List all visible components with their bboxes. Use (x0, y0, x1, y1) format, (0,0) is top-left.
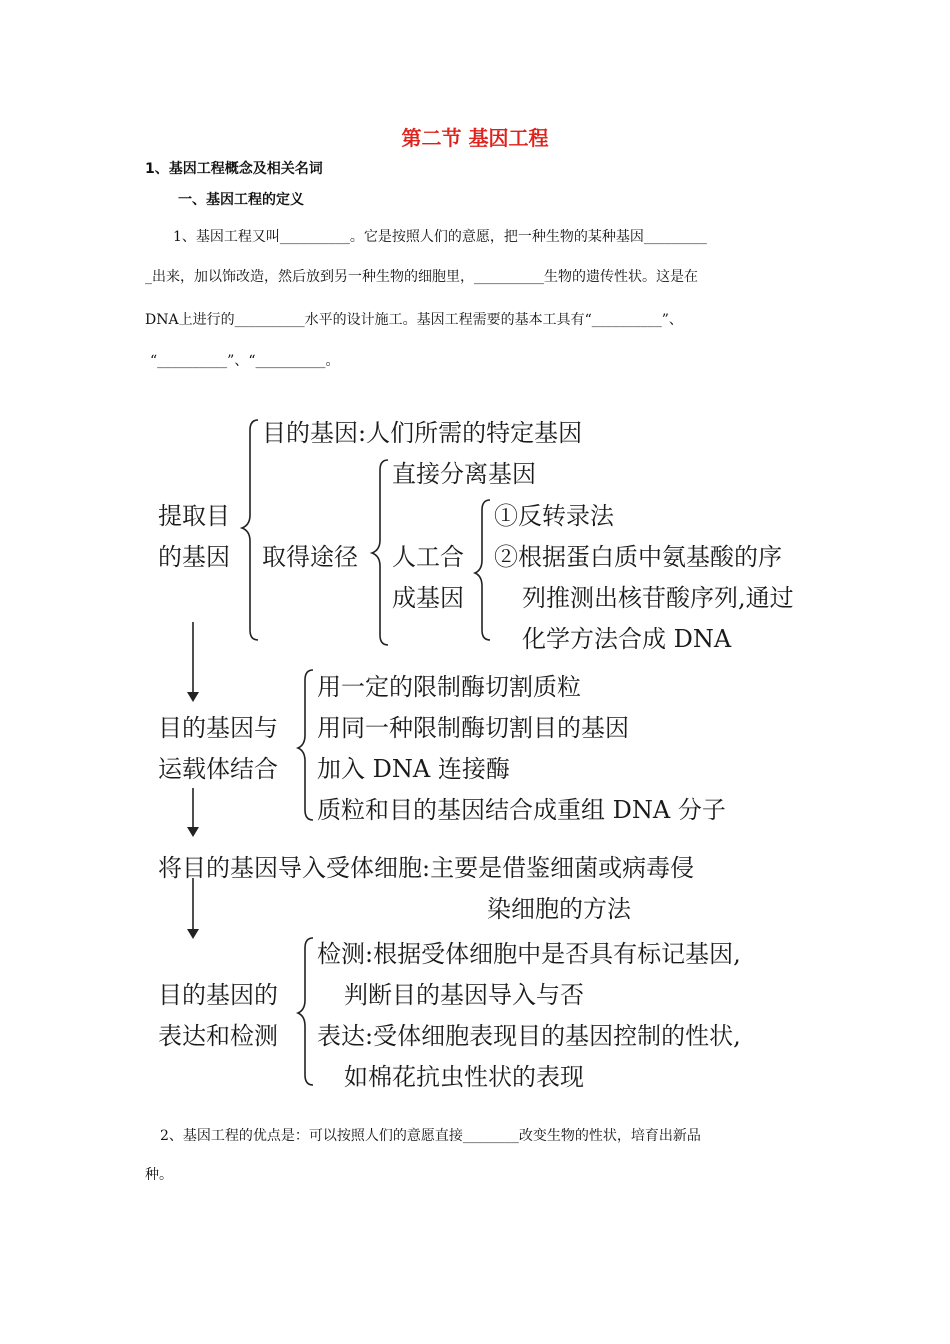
step2-item4: 质粒和目的基因结合成重组 DNA 分子 (317, 796, 726, 824)
para1-line1: 1、基因工程又叫__________。它是按照人们的意愿，把一种生物的某种基因_________ (173, 229, 707, 245)
para2-line1: 2、基因工程的优点是：可以按照人们的意愿直接________改变生物的性状，培育出新品 (160, 1128, 701, 1144)
step2-item1: 用一定的限制酶切割质粒 (317, 673, 581, 701)
step2-label-line2: 运载体结合 (158, 755, 278, 783)
step1-label-line1: 提取目 (158, 502, 230, 530)
detection-line2: 判断目的基因导入与否 (344, 981, 584, 1009)
expression-line1: 表达:受体细胞表现目的基因控制的性状, (317, 1022, 741, 1050)
method-chemical-line1: ②根据蛋白质中氨基酸的序 (494, 543, 782, 571)
target-gene-definition: 目的基因:人们所需的特定基因 (262, 419, 583, 447)
page-title: 第二节 基因工程 (401, 126, 549, 150)
step2-item2: 用同一种限制酶切割目的基因 (317, 714, 629, 742)
para1-line2: _出来，加以饰改造，然后放到另一种生物的细胞里，__________生物的遗传性状。这是在 (145, 269, 698, 285)
method-chemical-line2: 列推测出核苷酸序列,通过 (522, 584, 794, 612)
method-reverse-transcription: ①反转录法 (494, 502, 614, 530)
direct-isolation: 直接分离基因 (392, 460, 536, 488)
route-label: 取得途径 (262, 543, 358, 571)
subsection-heading: 一、基因工程的定义 (178, 192, 304, 208)
para1-line4: “__________”、“__________。 (150, 353, 340, 369)
step3-line1: 将目的基因导入受体细胞:主要是借鉴细菌或病毒侵 (158, 854, 695, 882)
para2-line2: 种。 (145, 1167, 173, 1183)
step3-line2: 染细胞的方法 (487, 895, 631, 923)
detection-line1: 检测:根据受体细胞中是否具有标记基因, (317, 940, 741, 968)
step4-label-line1: 目的基因的 (158, 981, 278, 1009)
synthetic-gene-line1: 人工合 (392, 543, 464, 571)
section-heading: 1、基因工程概念及相关名词 (145, 161, 323, 177)
step2-label-line1: 目的基因与 (158, 714, 278, 742)
synthetic-gene-line2: 成基因 (392, 584, 464, 612)
expression-line2: 如棉花抗虫性状的表现 (344, 1063, 584, 1091)
method-chemical-line3: 化学方法合成 DNA (522, 625, 732, 653)
step4-label-line2: 表达和检测 (158, 1022, 278, 1050)
step2-item3: 加入 DNA 连接酶 (317, 755, 510, 783)
para1-line3: DNA上进行的__________水平的设计施工。基因工程需要的基本工具有“__________”、 (145, 312, 683, 328)
step1-label-line2: 的基因 (158, 543, 230, 571)
